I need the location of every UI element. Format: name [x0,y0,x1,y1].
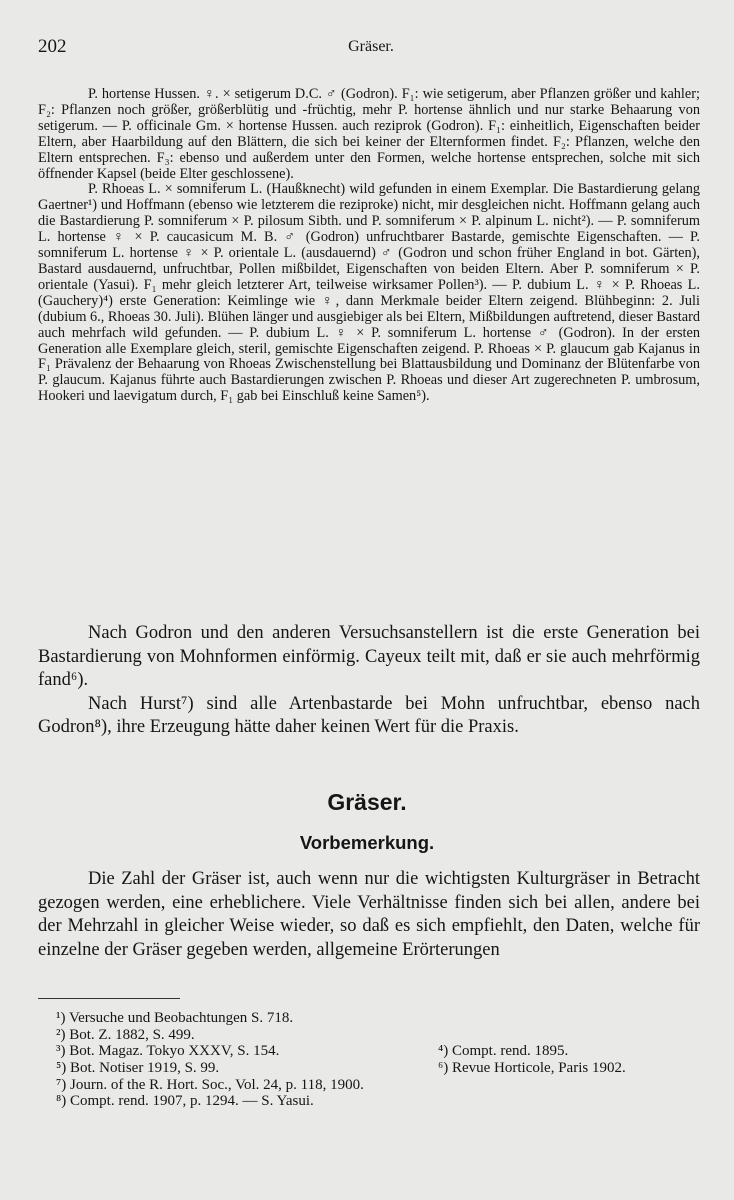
footnote-text: Versuche und Beobachtungen S. 718. [68,1010,294,1026]
footnote-text: Journ. of the R. Hort. Soc., Vol. 24, p. 118, 1900. [69,1076,364,1093]
footnote-mark: ¹) [56,1010,66,1026]
footnote-line [56,1077,706,1094]
footnotes [56,1010,706,1110]
footnote-text: Bot. Z. 1882, S. 499. [69,1026,195,1043]
footnote-line [56,1093,706,1110]
page-number: 202 [38,36,67,57]
footnote-mark: ⁸) [56,1093,67,1110]
section-title: Gräser. [327,789,407,815]
footnote-text: Compt. rend. 1907, p. 1294. — S. Yasui. [69,1093,314,1110]
paragraph-godron-generation: Nach Godron und den anderen Versuchsanstellern ist die erste Generation bei Bastardierung von Mohnformen einförmig. Cayeux teilt mit, daß er sie auch mehrförmig fand⁶). [38,623,700,690]
paragraph-hortense-setigerum: P. hortense Hussen. ♀. × setigerum D.C. ♂ (Godron). F₁: wie setigerum, aber Pflanzen größer und kahler; F₂: Pflanzen noch größer, größerblütig und -früchtig, mehr P. hortense ähnlich und nur starke Behaarung von setigerum. — P. officinale Gm. × hortense Hussen. auch reziprok (Godron). F₁: einheitlich, Eigenschaften beider Eltern, aber Haarbildung auf den Blättern, die sich bei keiner der Elternformen findet. F₂: Pflanzen, welche den Eltern entsprechen. F₃: ebenso und außerdem unter den Formen, welche hortense entsprechen, solche mit sich öffnender Kapsel (beide Elter geschlossene). [38,86,700,182]
paragraph-hurst-sterile: Nach Hurst⁷) sind alle Artenbastarde bei Mohn unfruchtbar, ebenso nach Godron⁸), ihre Erzeugung hätte daher keinen Wert für die Praxis. [38,693,700,737]
footnote-line [56,1010,706,1027]
footnote-mark: ³) [56,1043,66,1060]
footnote-mark: ⁷) [56,1076,67,1093]
footnote-line [56,1027,706,1044]
small-print-block [38,87,700,405]
running-head: Gräser. [348,38,394,55]
footnote-mark: ⁶) [438,1060,449,1077]
intro-block [38,868,700,962]
paragraph-rhoeas-somniferum: P. Rhoeas L. × somniferum L. (Haußknecht) wild gefunden in einem Exemplar. Die Bastardierung gelang Gaertner¹) und Hoffmann (ebenso wie letzterem die reziproke) nicht, mir desgleichen nicht. Hoffmann gelang auch die Bastardierung P. somniferum × P. pilosum Sibth. und P. somniferum × P. alpinum L. nicht²). — P. somniferum L. hortense ♀ × P. caucasicum M. B. ♂ (Godron) unfruchtbarer Bastarde, gemischte Eigenschaften. — P. somniferum L. hortense ♀ × P. orientale L. (ausdauernd) ♂ (Godron und schon früher England in bot. Gärten), Bastard ausdauernd, unfruchtbar, Pollen mißbildet, Eigenschaften von beiden Eltern. Aber P. somniferum × P. orientale (Yasui). F₁ mehr gleich letzterer Art, teilweise wirksamer Pollen³). — P. dubium L. ♀ × P. Rhoeas L. (Gauchery)⁴) erste Generation: Keimlinge wie ♀, dann Merkmale beider Eltern zeigend. Blühbeginn: 2. Juli (dubium 6., Rhoeas 30. Juli). Blühen länger und ausgiebiger als bei Eltern, Mißbildungen auftretend, dieser Bastard auch mehrfach wild gefunden. — P. dubium L. ♀ × P. somniferum L. hortense ♂ (Godron). In der ersten Generation alle Exemplare gleich, steril, gemischte Eigenschaften zeigend. P. Rhoeas × P. glaucum gab Kajanus in F₁ Prävalenz der Behaarung von Rhoeas Zwischenstellung bei Blattausbildung und Dominanz der Blütenfarbe von P. glaucum. Kajanus führte auch Bastardierungen zwischen P. Rhoeas und dieser Art zugerechneten P. umbrosum, Hookeri und laevigatum durch, F₁ gab bei Einschluß keine Samen⁵). [38,181,700,405]
footnote-rule [38,998,180,999]
footnote-right [438,1043,568,1060]
footnote-text: Compt. rend. 1895. [451,1043,569,1060]
footnote-right [438,1060,626,1077]
footnote-text: Bot. Notiser 1919, S. 99. [69,1060,220,1077]
footnote-mark: ²) [56,1026,66,1043]
section-subtitle: Vorbemerkung. [299,832,435,853]
footnote-line [56,1060,706,1077]
paragraph-intro-grasses: Die Zahl der Gräser ist, auch wenn nur die wichtigsten Kulturgräser in Betracht gezogen werden, eine erheblichere. Viele Verhältnisse finden sich bei allen, andere bei der Mehrzahl in gleicher Weise wieder, so daß es sich empfiehlt, den Daten, welche für einzelne der Gräser gegeben werden, allgemeine Erörterungen [38,869,700,960]
footnote-text: Revue Horticole, Paris 1902. [451,1060,626,1077]
footnote-text: Bot. Magaz. Tokyo XXXV, S. 154. [69,1043,280,1060]
footnote-mark: ⁵) [56,1060,67,1077]
body-text-block [38,622,700,740]
page-header [38,36,704,60]
footnote-line [56,1043,706,1060]
footnote-mark: ⁴) [438,1043,449,1060]
